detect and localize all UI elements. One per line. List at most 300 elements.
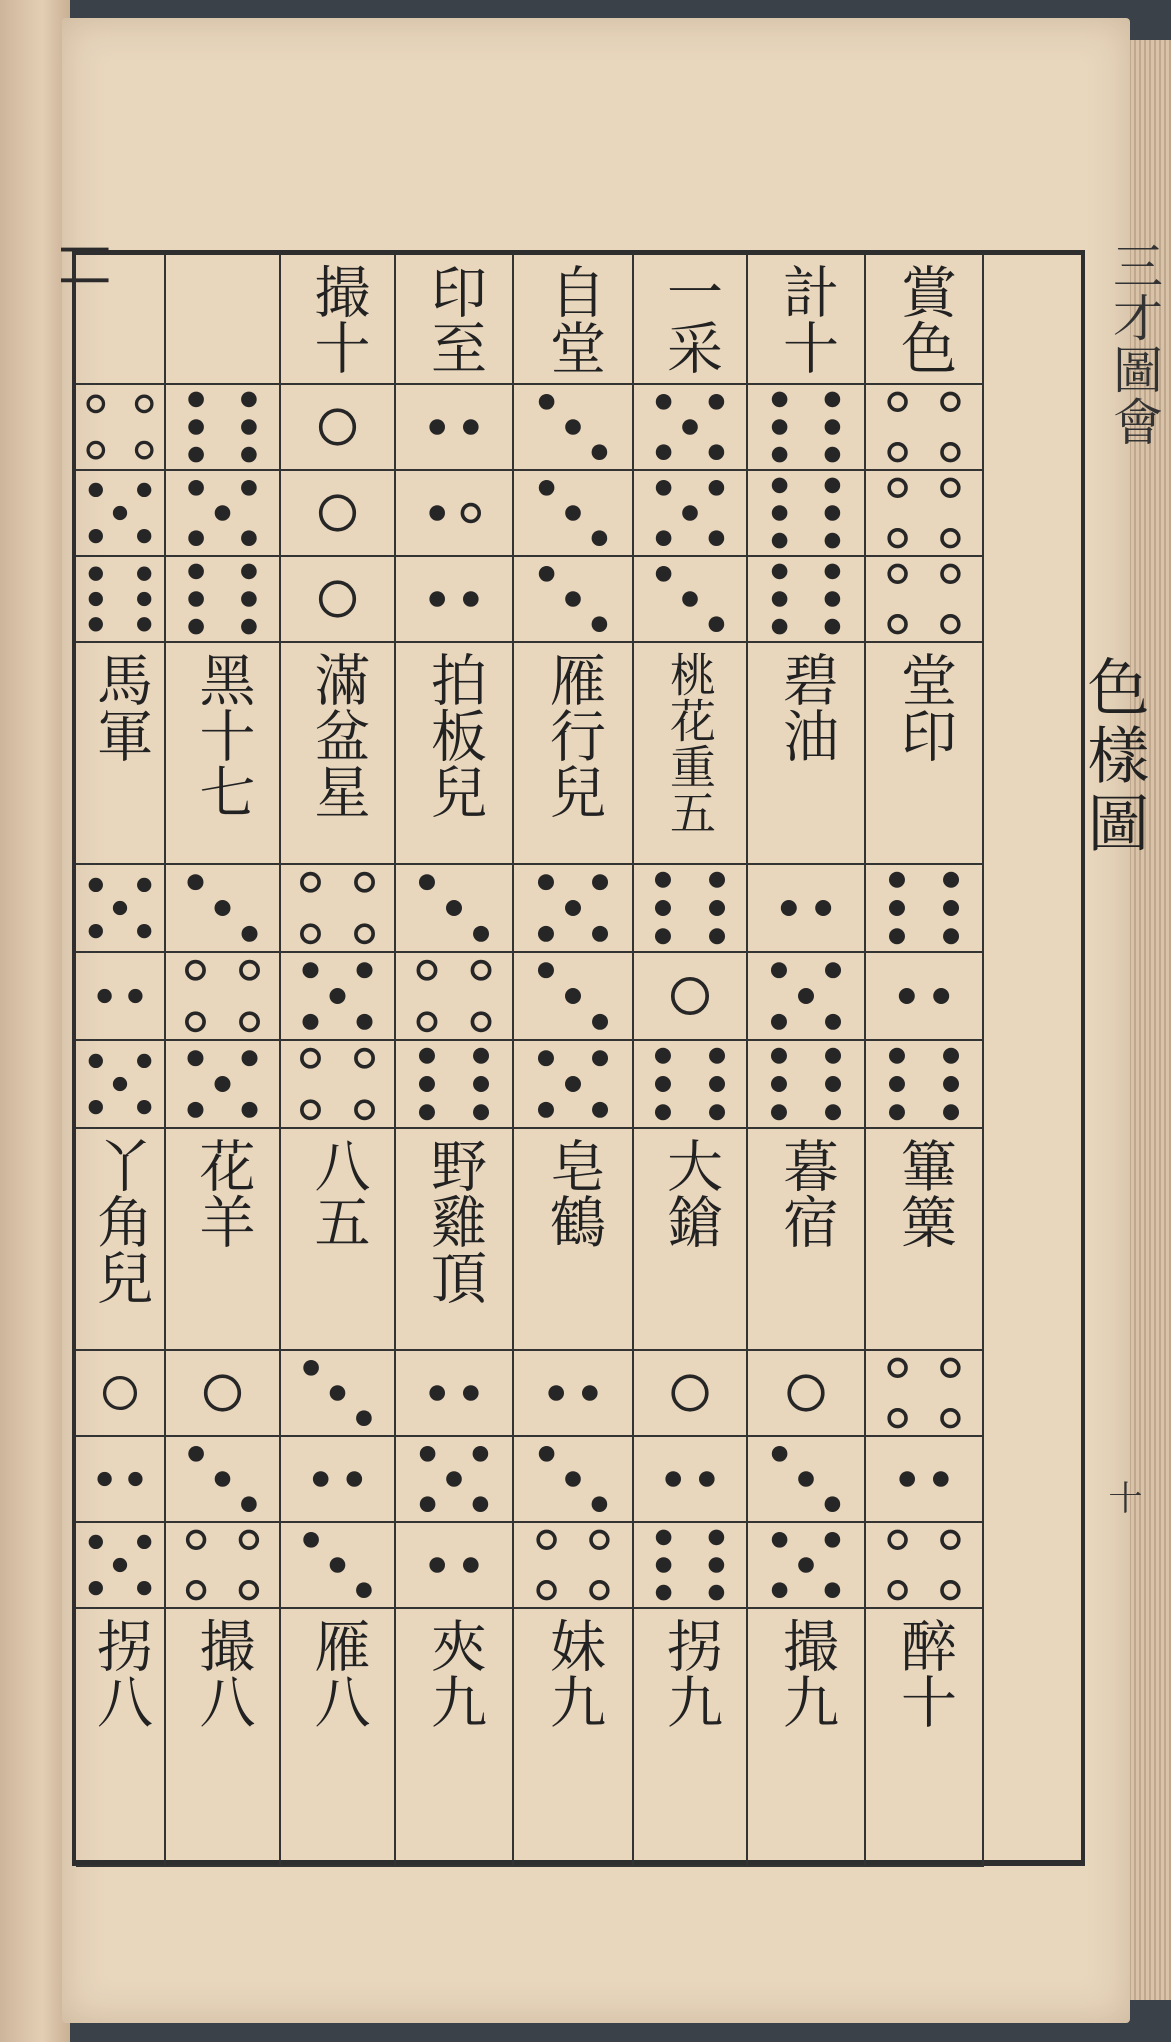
die-pip <box>357 962 373 978</box>
pattern-column <box>281 1129 396 1609</box>
die-pip <box>565 1076 581 1092</box>
die-pip <box>798 988 814 1004</box>
die-pip <box>137 1100 151 1114</box>
pattern-name: 自堂 <box>541 263 606 375</box>
pattern-name: 妹九 <box>541 1617 606 1729</box>
die-face-1 <box>634 1351 746 1435</box>
die-pip <box>772 619 788 635</box>
pattern-name-cell <box>514 643 632 865</box>
die-pip <box>825 392 841 408</box>
die-pip <box>656 1557 672 1573</box>
die-face-5 <box>634 385 746 469</box>
die-pip <box>889 928 905 944</box>
die-pip <box>771 962 787 978</box>
die-face-3 <box>514 385 632 469</box>
die-pip <box>889 1104 905 1120</box>
die-face-2 <box>514 1351 632 1435</box>
die-pip <box>105 1378 136 1409</box>
die-pip <box>187 962 204 979</box>
die-cell <box>748 385 864 471</box>
die-face-5 <box>76 1523 164 1607</box>
die-cell <box>76 385 164 471</box>
pattern-column <box>634 1609 748 1867</box>
die-pip <box>825 1496 841 1512</box>
pattern-name-cell <box>866 255 982 385</box>
die-face-4 <box>166 953 279 1039</box>
die-cell <box>166 1351 279 1437</box>
pattern-column <box>748 1129 866 1609</box>
die-cell <box>281 953 394 1041</box>
die-pip <box>241 1531 258 1548</box>
die-cell <box>514 471 632 557</box>
die-cell <box>514 385 632 471</box>
die-pip <box>539 480 555 496</box>
die-pip <box>137 1535 151 1549</box>
die-pip <box>137 924 151 938</box>
die-face-4 <box>866 1351 982 1435</box>
left-page-fragment: ▏▏ <box>61 248 107 310</box>
die-pip <box>137 1581 151 1595</box>
pattern-column <box>166 1609 281 1867</box>
die-pip <box>462 505 479 522</box>
die-pip <box>825 1048 841 1064</box>
die-pip <box>889 1359 906 1376</box>
die-face-3 <box>514 471 632 555</box>
pattern-name: 丫角兒 <box>88 1137 153 1305</box>
die-pip <box>942 1531 959 1548</box>
die-cell <box>748 1523 864 1609</box>
die-cell <box>634 471 746 557</box>
die-pip <box>592 1050 608 1066</box>
die-face-6 <box>634 1041 746 1127</box>
die-pip <box>825 505 841 521</box>
die-pip <box>420 1496 436 1512</box>
die-pip <box>943 872 959 888</box>
pattern-name-cell <box>634 1609 746 1867</box>
die-pip <box>188 530 204 546</box>
die-pip <box>592 1014 608 1030</box>
die-face-4 <box>866 385 982 469</box>
die-pip <box>97 1472 111 1486</box>
die-cell <box>281 1437 394 1523</box>
die-pip <box>682 505 698 521</box>
pattern-column <box>76 1609 166 1867</box>
die-face-5 <box>748 1523 864 1607</box>
die-pip <box>592 1496 608 1512</box>
die-cell <box>634 557 746 643</box>
die-pip <box>825 1532 841 1548</box>
die-pip <box>463 1557 479 1573</box>
die-pip <box>655 1104 671 1120</box>
die-pip <box>429 591 445 607</box>
pattern-column <box>166 1129 281 1609</box>
die-face-1 <box>76 1351 164 1435</box>
die-pip <box>673 1376 707 1410</box>
die-face-4 <box>866 1523 982 1607</box>
pattern-name: 碧油 <box>774 651 839 763</box>
die-pip <box>356 925 373 942</box>
die-pip <box>463 591 479 607</box>
die-face-2 <box>748 865 864 951</box>
die-cell <box>281 385 394 471</box>
die-face-5 <box>166 471 279 555</box>
die-pip <box>565 591 581 607</box>
die-pip <box>709 616 725 632</box>
die-face-6 <box>166 557 279 641</box>
die-cell <box>514 1437 632 1523</box>
die-face-3 <box>748 1437 864 1521</box>
pattern-name: 皂鶴 <box>541 1137 606 1249</box>
pattern-name-cell <box>634 1129 746 1351</box>
die-face-2 <box>76 953 164 1039</box>
die-pip <box>889 393 906 410</box>
pattern-name: 印至 <box>422 263 487 375</box>
die-pip <box>592 1102 608 1118</box>
die-pip <box>825 619 841 635</box>
pattern-column <box>281 255 396 643</box>
die-pip <box>771 1104 787 1120</box>
pattern-column <box>76 1129 166 1609</box>
die-pip <box>656 566 672 582</box>
die-pip <box>539 566 555 582</box>
die-face-3 <box>514 1437 632 1521</box>
die-pip <box>772 591 788 607</box>
die-face-5 <box>166 1041 279 1127</box>
die-pip <box>242 1050 258 1066</box>
die-pip <box>446 1471 462 1487</box>
die-pip <box>113 1558 127 1572</box>
die-cell <box>76 1351 164 1437</box>
die-face-1 <box>634 953 746 1039</box>
die-pip <box>241 619 257 635</box>
pattern-name: 拍板兒 <box>422 651 487 819</box>
pattern-name-cell <box>166 255 279 385</box>
die-cell <box>748 557 864 643</box>
pattern-name-cell <box>748 255 864 385</box>
die-face-5 <box>396 1437 512 1521</box>
die-cell <box>166 953 279 1041</box>
die-pip <box>772 1446 788 1462</box>
die-cell <box>396 385 512 471</box>
die-pip <box>347 1471 363 1487</box>
pattern-column <box>396 1609 514 1867</box>
pattern-name-cell <box>748 1609 864 1867</box>
die-pip <box>772 564 788 580</box>
pattern-column <box>514 1129 634 1609</box>
die-pip <box>463 419 479 435</box>
die-pip <box>772 478 788 494</box>
die-pip <box>419 874 435 890</box>
die-face-1 <box>281 557 394 641</box>
die-pip <box>303 1360 319 1376</box>
die-pip <box>665 1471 681 1487</box>
die-cell <box>396 953 512 1041</box>
die-cell <box>396 557 512 643</box>
die-cell <box>634 1437 746 1523</box>
die-pip <box>709 444 725 460</box>
diagram-title: 色樣圖 <box>1077 655 1150 859</box>
die-pip <box>592 926 608 942</box>
die-pip <box>188 480 204 496</box>
die-pip <box>241 392 257 408</box>
die-cell <box>634 1041 746 1129</box>
die-cell <box>166 557 279 643</box>
die-cell <box>76 865 164 953</box>
die-pip <box>682 591 698 607</box>
die-pip <box>825 591 841 607</box>
pattern-name: 拐九 <box>658 1617 723 1729</box>
die-pip <box>592 616 608 632</box>
die-face-2 <box>396 385 512 469</box>
pattern-name: 大鎗 <box>658 1137 723 1249</box>
pattern-column <box>281 1609 396 1867</box>
die-pip <box>825 533 841 549</box>
die-pip <box>302 1014 318 1030</box>
die-face-6 <box>634 1523 746 1607</box>
pattern-column <box>866 643 984 1129</box>
die-pip <box>825 962 841 978</box>
pattern-name-cell <box>76 1609 164 1867</box>
pattern-column <box>866 1609 984 1867</box>
die-pip <box>942 393 959 410</box>
pattern-name: 拐八 <box>88 1617 153 1729</box>
die-face-6 <box>866 865 982 951</box>
pattern-column <box>514 1609 634 1867</box>
pattern-column <box>514 643 634 1129</box>
die-pip <box>655 900 671 916</box>
die-pip <box>538 1050 554 1066</box>
die-pip <box>97 989 111 1003</box>
die-pip <box>356 1101 373 1118</box>
die-pip <box>709 1076 725 1092</box>
die-cell <box>396 471 512 557</box>
die-pip <box>889 1048 905 1064</box>
die-pip <box>188 392 204 408</box>
die-face-4 <box>166 1523 279 1607</box>
die-pip <box>942 1359 959 1376</box>
die-pip <box>241 530 257 546</box>
die-pip <box>188 591 204 607</box>
die-pip <box>538 1531 555 1548</box>
die-cell <box>866 865 982 953</box>
die-cell <box>866 1437 982 1523</box>
die-pip <box>942 1410 959 1427</box>
die-pip <box>565 1471 581 1487</box>
die-pip <box>538 874 554 890</box>
die-face-5 <box>281 953 394 1039</box>
die-pip <box>215 1076 231 1092</box>
pattern-name: 堂印 <box>892 651 957 763</box>
pattern-name-cell <box>76 255 164 385</box>
die-pip <box>771 1076 787 1092</box>
die-cell <box>76 557 164 643</box>
pattern-name: 黑十七 <box>190 651 256 819</box>
die-cell <box>514 1351 632 1437</box>
pattern-column <box>866 1129 984 1609</box>
pattern-name: 滿盆星 <box>305 651 371 819</box>
pattern-name-cell <box>166 643 279 865</box>
die-pip <box>241 591 257 607</box>
die-pip <box>538 962 554 978</box>
die-pip <box>429 1385 445 1401</box>
die-pip <box>655 872 671 888</box>
die-cell <box>634 1351 746 1437</box>
die-pip <box>825 478 841 494</box>
die-face-2 <box>396 557 512 641</box>
die-pip <box>772 392 788 408</box>
die-pip <box>942 479 959 496</box>
die-cell <box>866 1041 982 1129</box>
die-pip <box>137 442 152 457</box>
die-pip <box>943 900 959 916</box>
die-pip <box>565 505 581 521</box>
die-cell <box>514 1041 632 1129</box>
die-pip <box>473 926 489 942</box>
die-cell <box>166 385 279 471</box>
die-pip <box>113 506 127 520</box>
die-cell <box>166 1523 279 1609</box>
die-pip <box>429 419 445 435</box>
die-pip <box>419 1076 435 1092</box>
die-face-2 <box>396 1351 512 1435</box>
die-pip <box>565 900 581 916</box>
die-pip <box>699 1471 715 1487</box>
die-pip <box>89 1054 103 1068</box>
die-pip <box>215 505 231 521</box>
die-cell <box>281 557 394 643</box>
die-pip <box>89 1581 103 1595</box>
die-pip <box>673 979 707 1013</box>
die-pip <box>889 1076 905 1092</box>
die-pip <box>242 1102 258 1118</box>
die-pip <box>88 396 103 411</box>
pattern-name-cell <box>166 1609 279 1867</box>
die-cell <box>76 1523 164 1609</box>
die-pip <box>656 530 672 546</box>
die-pip <box>128 1472 142 1486</box>
die-cell <box>634 1523 746 1609</box>
die-pip <box>655 1048 671 1064</box>
die-pip <box>538 1102 554 1118</box>
die-pip <box>772 447 788 463</box>
die-pip <box>241 962 258 979</box>
pattern-column <box>634 255 748 643</box>
die-face-4 <box>281 865 394 951</box>
die-face-6 <box>748 471 864 555</box>
die-face-2 <box>281 1437 394 1521</box>
die-pip <box>472 1013 489 1030</box>
die-face-3 <box>166 865 279 951</box>
die-cell <box>396 865 512 953</box>
die-pip <box>89 529 103 543</box>
die-pip <box>242 926 258 942</box>
die-cell <box>866 1351 982 1437</box>
pattern-name-cell <box>514 255 632 385</box>
die-pip <box>825 447 841 463</box>
die-pip <box>187 1050 203 1066</box>
die-pip <box>356 874 373 891</box>
die-pip <box>321 496 355 530</box>
die-face-6 <box>76 557 164 641</box>
margin-fold-number: 十 <box>1102 1480 1142 1514</box>
die-face-3 <box>514 557 632 641</box>
die-face-6 <box>748 557 864 641</box>
pattern-name-cell <box>166 1129 279 1351</box>
pattern-name-cell <box>281 1609 394 1867</box>
pattern-name: 夾九 <box>422 1617 487 1729</box>
pattern-column <box>76 255 166 643</box>
die-pip <box>899 988 915 1004</box>
die-cell <box>634 865 746 953</box>
die-face-3 <box>166 1437 279 1521</box>
die-pip <box>419 1104 435 1120</box>
die-pip <box>302 962 318 978</box>
die-pip <box>113 901 127 915</box>
die-pip <box>825 1104 841 1120</box>
die-pip <box>655 928 671 944</box>
die-pip <box>89 1100 103 1114</box>
die-face-4 <box>514 1523 632 1607</box>
die-cell <box>748 471 864 557</box>
die-pip <box>942 530 959 547</box>
pattern-name-cell <box>634 255 746 385</box>
pattern-name: 雁行兒 <box>541 651 606 819</box>
die-pip <box>825 1582 841 1598</box>
die-pip <box>187 874 203 890</box>
pattern-name: 計十 <box>774 263 839 375</box>
pattern-name: 暮宿 <box>774 1137 839 1249</box>
die-pip <box>215 900 231 916</box>
die-pip <box>137 617 151 631</box>
pattern-name-cell <box>866 643 982 865</box>
pattern-column <box>396 643 514 1129</box>
die-cell <box>748 1351 864 1437</box>
die-pip <box>548 1385 564 1401</box>
die-pip <box>321 582 355 616</box>
die-face-6 <box>166 385 279 469</box>
die-pip <box>188 1582 205 1599</box>
pattern-name-cell <box>281 643 394 865</box>
die-pip <box>356 1582 372 1598</box>
pattern-name: 醉十 <box>892 1617 957 1729</box>
die-pip <box>137 567 151 581</box>
die-face-2 <box>866 953 982 1039</box>
die-pip <box>889 565 906 582</box>
die-face-6 <box>634 865 746 951</box>
die-pip <box>889 1582 906 1599</box>
die-cell <box>866 1523 982 1609</box>
die-cell <box>281 1041 394 1129</box>
die-pip <box>656 1585 672 1601</box>
pattern-name-cell <box>396 643 512 865</box>
die-pip <box>188 564 204 580</box>
die-pip <box>889 530 906 547</box>
die-pip <box>655 1076 671 1092</box>
die-face-1 <box>166 1351 279 1435</box>
die-cell <box>748 1041 864 1129</box>
die-pip <box>241 447 257 463</box>
die-pip <box>330 988 346 1004</box>
die-pip <box>656 1530 672 1546</box>
die-pip <box>539 1446 555 1462</box>
die-pip <box>302 1050 319 1067</box>
die-pip <box>582 1385 598 1401</box>
die-cell <box>396 1437 512 1523</box>
pattern-column <box>514 255 634 643</box>
pattern-name-cell <box>866 1129 982 1351</box>
die-cell <box>396 1041 512 1129</box>
die-pip <box>302 925 319 942</box>
